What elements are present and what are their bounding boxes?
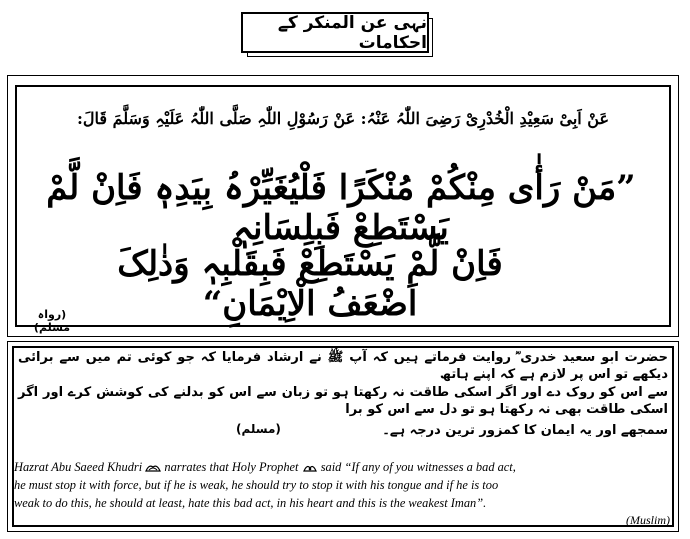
hadith-source: (رواہ مسلم): [33, 308, 71, 334]
hadith-text-line-2: فَاِنْ لَّمْ یَسْتَطِعْ فَبِقَلْبِہٖ وَذٰلِکَ اَضْعَفُ الْاِیْمَانِ“: [117, 244, 503, 324]
urdu-translation-source: (مسلم): [236, 422, 281, 436]
hadith-text-line-1: ”مَنْ رَأٰی مِنْکُمْ مُنْکَرًا فَلْیُغَیِّرْہُ بِیَدِہٖ فَاِنْ لَّمْ یَسْتَطِعْ فَبِلِسَانِہٖ: [46, 168, 636, 248]
english-translation-line-2: he must stop it with force, but if he is weak, he should try to stop it with his tongue and if he is too: [14, 478, 499, 492]
english-translation-line-1: [14, 458, 672, 476]
english-translation: [14, 458, 672, 512]
hadith-narration: عَنْ اَبِیْ سَعِیْدِ الْخُدْرِیْ رَضِیَ اللّٰہُ عَنْہُ: عَنْ رَسُوْلِ اللّٰہِ صَلَّی اللّٰہُ عَلَیْہِ وَسَلَّمَ قَالَ:: [76, 109, 610, 128]
english-line-1-part-a: Hazrat Abu Saeed Khudri: [14, 460, 143, 474]
urdu-translation-line-1: حضرت ابو سعید خدری ؓ روایت فرماتے ہیں کہ آپ ﷺ نے ارشاد فرمایا کہ جو کوئی تم میں سے برائی دیکھے تو اس پر لازم ہے کہ اپنے ہاتھ: [18, 350, 668, 382]
sallallahu-seal-icon: [302, 463, 318, 473]
page-title: نہی عن المنکر کے احکامات: [277, 13, 427, 53]
english-translation-line-3: weak to do this, he should at least, hate this bad act, in his heart and this is the weakest Iman”.: [14, 496, 487, 510]
title-banner: [241, 12, 433, 56]
english-translation-source: (Muslim): [626, 513, 670, 527]
radiallah-seal-icon: [145, 463, 161, 473]
urdu-translation-line-2: سے اس کو روک دے اور اگر اسکی طاقت نہ رکھتا ہو تو زبان سے اس کو بدلنے کی کوشش کرے اور اگر اسکی طاقت بھی نہ رکھتا ہو تو دل سے اس کو برا: [18, 385, 668, 417]
translation-outer-frame: [7, 341, 679, 532]
hadith-outer-frame: [7, 75, 679, 337]
urdu-translation-line-3: سمجھے اور یہ ایمان کا کمزور ترین درجہ ہے۔: [382, 423, 668, 438]
english-line-1-part-b: narrates that Holy Prophet: [164, 460, 299, 474]
english-line-1-part-c: said “If any of you witnesses a bad act,: [320, 460, 516, 474]
title-banner-frame: [241, 12, 429, 53]
